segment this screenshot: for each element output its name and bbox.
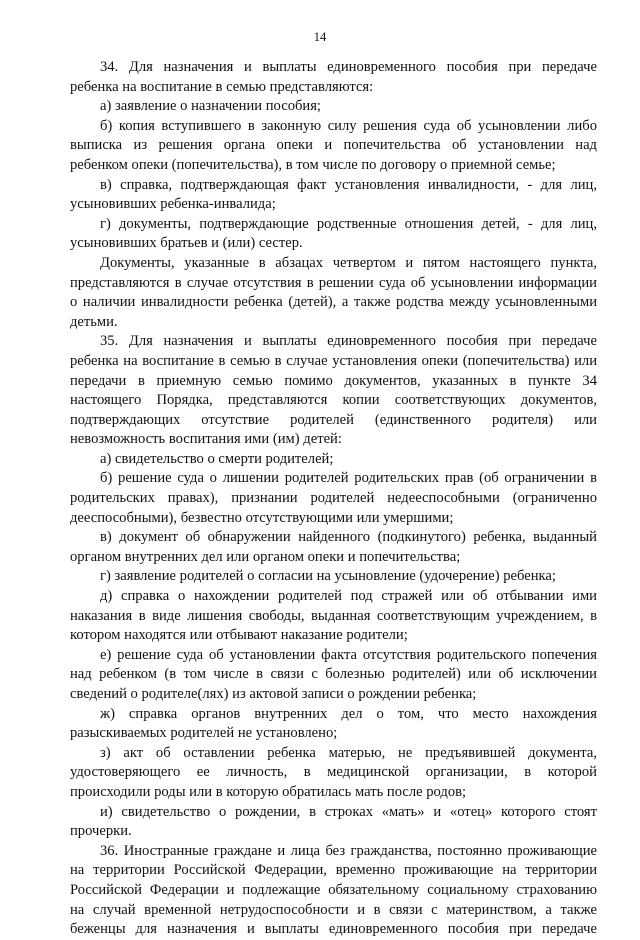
text-line: в) справка, подтверждающая факт установления инвалидности, - для лиц, (100, 176, 597, 193)
text-line: а) заявление о назначении пособия; (100, 98, 321, 115)
text-line: прочерки. (70, 823, 132, 840)
document-body (70, 58, 597, 940)
text-line: выписка из решения органа опеки и попечительства об установлении над (70, 137, 597, 154)
page-number: 14 (313, 30, 327, 44)
text-line: усыновивших братьев и (или) сестер. (70, 235, 303, 252)
text-line: ребенка на воспитание в семью в случае установления опеки (попечительства) или (70, 352, 597, 369)
text-line: на территории Российской Федерации, временно проживающие на территории (70, 862, 597, 879)
text-line: з) акт об оставлении ребенка матерью, не предъявившей документа, (100, 744, 597, 761)
text-line: 36. Иностранные граждане и лица без гражданства, постоянно проживающие (100, 842, 597, 859)
text-line: ребенка на воспитание в семью представляются: (70, 78, 374, 95)
text-line: невозможность воспитания ими (им) детей: (70, 431, 342, 448)
text-line: г) заявление родителей о согласии на усыновление (удочерение) ребенка; (100, 568, 556, 585)
text-line: 34. Для назначения и выплаты единовременного пособия при передаче (100, 59, 597, 75)
text-line: настоящего Порядка, представляются копии соответствующих документов, (70, 392, 597, 409)
text-line: происходили роды или в которую обратилась мать после родов; (70, 783, 467, 800)
text-line: передачи в приемную семью помимо документов, указанных в пункте 34 (70, 372, 597, 389)
text-line: представляются в случае отсутствия в решении суда об усыновлении информации (70, 274, 597, 291)
text-line: о наличии инвалидности ребенка (детей), а также родства между усыновленными (70, 294, 597, 311)
text-line: д) справка о нахождении родителей под стражей или об отбывании ими (100, 588, 597, 605)
text-line: Российской Федерации и подлежащие обязательному социальному страхованию (70, 881, 597, 898)
text-line: родительских правах), признании родителей недееспособными (ограниченно (70, 490, 597, 507)
text-line: б) копия вступившего в законную силу решения суда об усыновлении либо (100, 117, 597, 134)
text-line: г) документы, подтверждающие родственные отношения детей, - для лиц, (100, 215, 597, 232)
text-line: усыновивших ребенка-инвалида; (70, 196, 276, 213)
text-line: над ребенком (в том числе в связи с болезнью родителей) или об исключении (70, 666, 597, 683)
text-line: в) документ об обнаружении найденного (подкинутого) ребенка, выданный (100, 529, 597, 546)
text-line: б) решение суда о лишении родителей родительских прав (об ограничении в (100, 470, 597, 487)
text-line: удостоверяющего ее личность, в медицинской организации, в которой (70, 764, 597, 781)
text-line: е) решение суда об установлении факта отсутствия родительского попечения (100, 646, 597, 663)
text-line: сведений о родителе(лях) из актовой записи о рождении ребенка; (70, 686, 477, 702)
text-line: и) свидетельство о рождении, в строках «мать» и «отец» которого стоят (100, 803, 597, 820)
text-line: органом внутренних дел или органом опеки и попечительства; (70, 548, 461, 565)
text-line: 35. Для назначения и выплаты единовременного пособия при передаче (100, 333, 597, 350)
text-line: дееспособными), безвестно отсутствующими или умершими; (70, 509, 454, 526)
text-line: котором находятся или отбывают наказание родители; (70, 627, 408, 644)
text-line: беженцы для назначения и выплаты единовременного пособия при передаче (70, 921, 597, 938)
text-line: детьми. (70, 313, 118, 330)
text-line: на случай временной нетрудоспособности и в связи с материнством, а также (70, 901, 597, 918)
text-line: а) свидетельство о смерти родителей; (100, 450, 334, 467)
text-line: разыскиваемых родителей не установлено; (70, 725, 338, 742)
text-line: ребенком опеки (попечительства), в том числе по договору о приемной семье; (70, 156, 556, 173)
text-line: ж) справка органов внутренних дел о том, что место нахождения (100, 705, 597, 722)
text-line: подтверждающих отсутствие родителей (единственного родителя) или (70, 411, 597, 428)
text-line: наказания в виде лишения свободы, выданная соответствующим учреждением, в (70, 607, 597, 624)
text-line: Документы, указанные в абзацах четвертом и пятом настоящего пункта, (100, 254, 597, 271)
